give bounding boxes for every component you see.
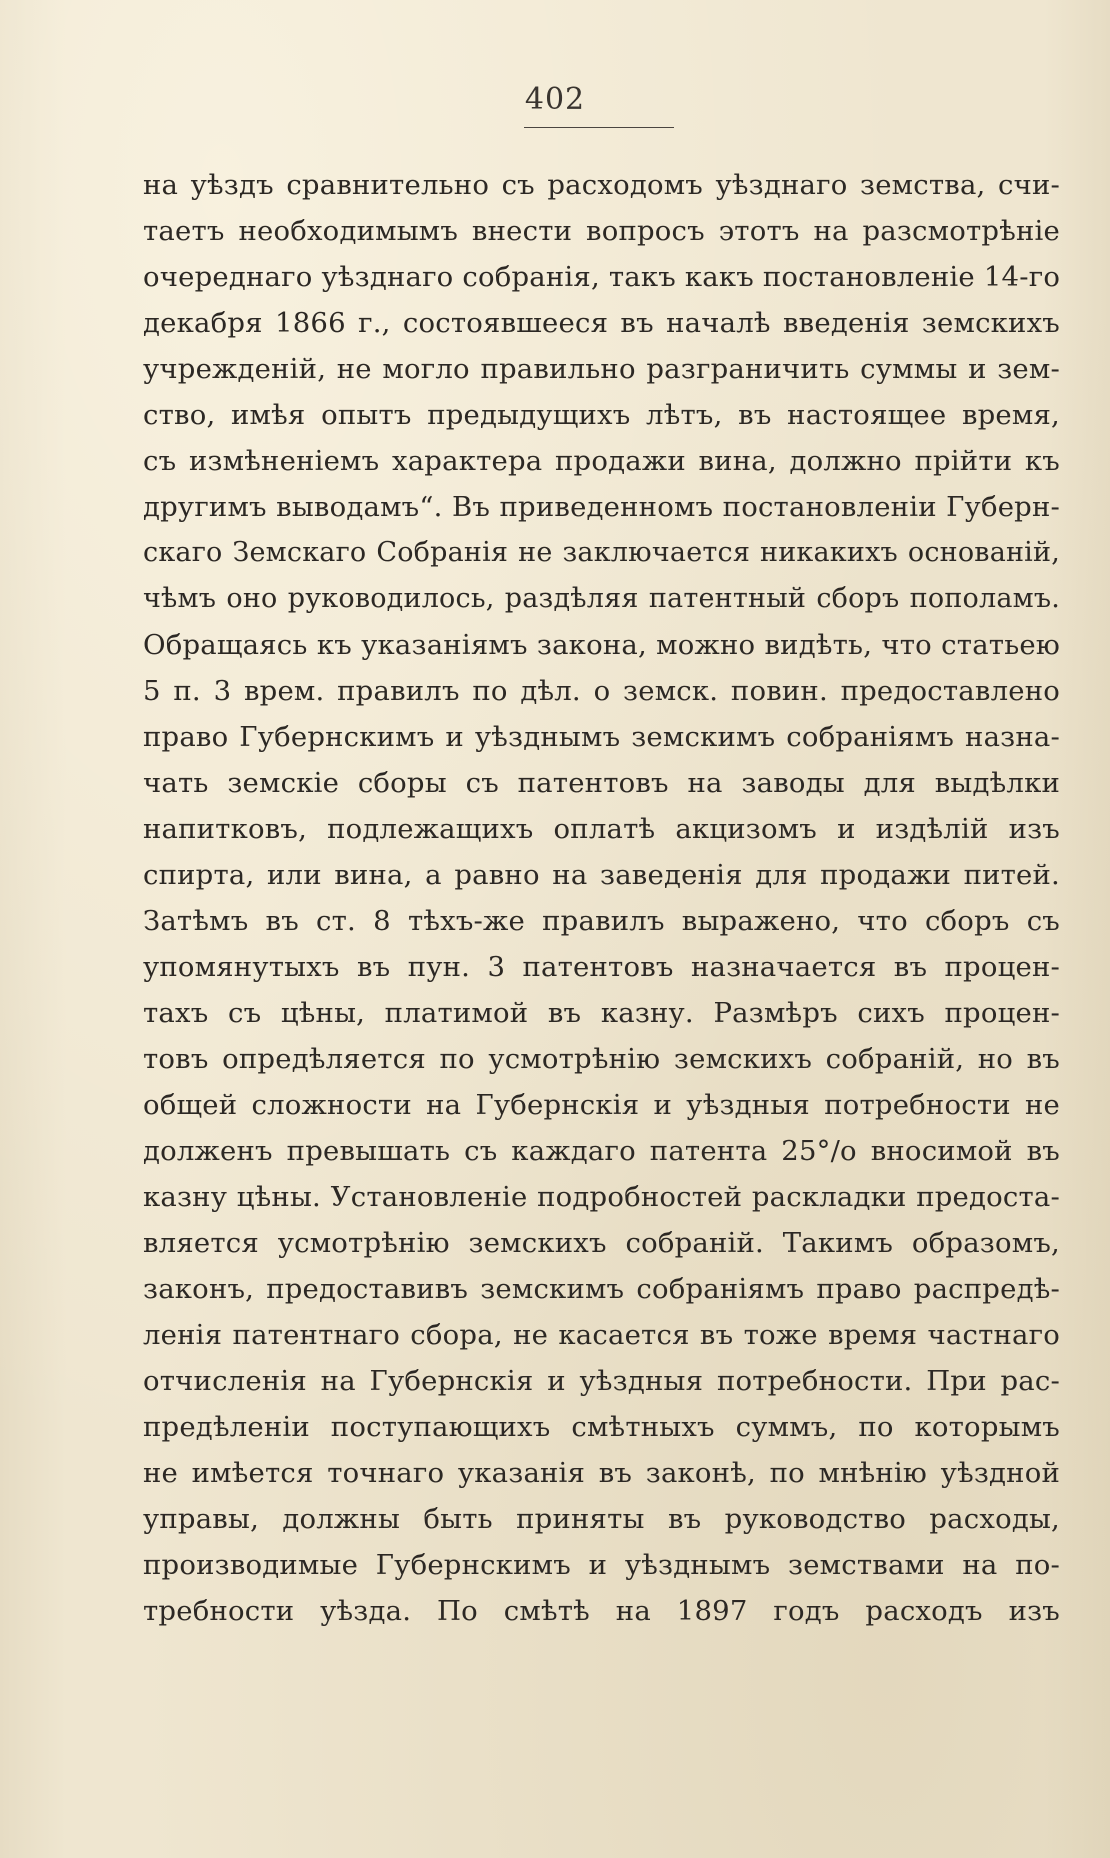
text-line: общей сложности на Губернскія и уѣздныя потребности не bbox=[143, 1089, 1060, 1121]
body-text bbox=[143, 162, 1060, 1634]
text-line: производимые Губернскимъ и уѣзднымъ земствами на по- bbox=[143, 1549, 1060, 1581]
text-line: 5 п. 3 врем. правилъ по дѣл. о земск. повин. предоставлено bbox=[143, 675, 1060, 707]
text-line: чѣмъ оно руководилось, раздѣляя патентный сборъ пополамъ. bbox=[143, 583, 1060, 614]
text-line: спирта, или вина, а равно на заведенія для продажи питей. bbox=[143, 859, 1060, 891]
text-line: отчисленія на Губернскія и уѣздныя потребности. При рас- bbox=[143, 1365, 1060, 1397]
text-line: не имѣется точнаго указанія въ законѣ, по мнѣнію уѣздной bbox=[143, 1457, 1060, 1489]
text-line: Затѣмъ въ ст. 8 тѣхъ-же правилъ выражено, что сборъ съ bbox=[143, 905, 1060, 937]
text-line: таетъ необходимымъ внести вопросъ этотъ на разсмотрѣніе bbox=[143, 215, 1060, 247]
text-line: съ измѣненіемъ характера продажи вина, должно прійти къ bbox=[143, 445, 1060, 477]
page-number-rule bbox=[524, 127, 674, 128]
text-line: товъ опредѣляется по усмотрѣнію земскихъ собраній, но въ bbox=[143, 1043, 1060, 1075]
text-line: Обращаясь къ указаніямъ закона, можно видѣть, что статьею bbox=[143, 629, 1060, 661]
text-line: тахъ съ цѣны, платимой въ казну. Размѣръ сихъ процен- bbox=[143, 997, 1060, 1029]
text-line: другимъ выводамъ“. Въ приведенномъ постановленіи Губерн- bbox=[143, 491, 1060, 523]
text-line: чать земскіе сборы съ патентовъ на заводы для выдѣлки bbox=[143, 767, 1060, 799]
text-line: законъ, предоставивъ земскимъ собраніямъ право распредѣ- bbox=[143, 1273, 1060, 1305]
text-line: упомянутыхъ въ пун. 3 патентовъ назначается въ процен- bbox=[143, 951, 1060, 983]
text-line: очереднаго уѣзднаго собранія, такъ какъ постановленіе 14-го bbox=[143, 261, 1061, 293]
text-line: декабря 1866 г., состоявшееся въ началѣ введенія земскихъ bbox=[143, 307, 1060, 339]
text-line: право Губернскимъ и уѣзднымъ земскимъ собраніямъ назна- bbox=[143, 721, 1060, 753]
text-line: управы, должны быть приняты въ руководство расходы, bbox=[143, 1503, 1060, 1535]
text-line: предѣленіи поступающихъ смѣтныхъ суммъ, по которымъ bbox=[143, 1411, 1060, 1443]
text-line: скаго Земскаго Собранія не заключается никакихъ основаній, bbox=[143, 537, 1060, 568]
text-line: ство, имѣя опытъ предыдущихъ лѣтъ, въ настоящее время, bbox=[143, 399, 1060, 431]
text-line: на уѣздъ сравнительно съ расходомъ уѣзднаго земства, счи- bbox=[143, 169, 1060, 201]
text-line: учрежденій, не могло правильно разграничить суммы и зем- bbox=[143, 353, 1060, 385]
page-number: 402 bbox=[524, 82, 586, 117]
text-line: требности уѣзда. По смѣтѣ на 1897 годъ расходъ изъ bbox=[143, 1595, 1060, 1627]
text-line: долженъ превышать съ каждаго патента 25°/о вносимой въ bbox=[143, 1135, 1060, 1167]
text-line: напитковъ, подлежащихъ оплатѣ акцизомъ и издѣлій изъ bbox=[143, 813, 1060, 845]
text-line: вляется усмотрѣнію земскихъ собраній. Такимъ образомъ, bbox=[143, 1227, 1060, 1259]
text-line: казну цѣны. Установленіе подробностей раскладки предоста- bbox=[143, 1181, 1060, 1213]
text-line: ленія патентнаго сбора, не касается въ тоже время частнаго bbox=[143, 1319, 1060, 1351]
